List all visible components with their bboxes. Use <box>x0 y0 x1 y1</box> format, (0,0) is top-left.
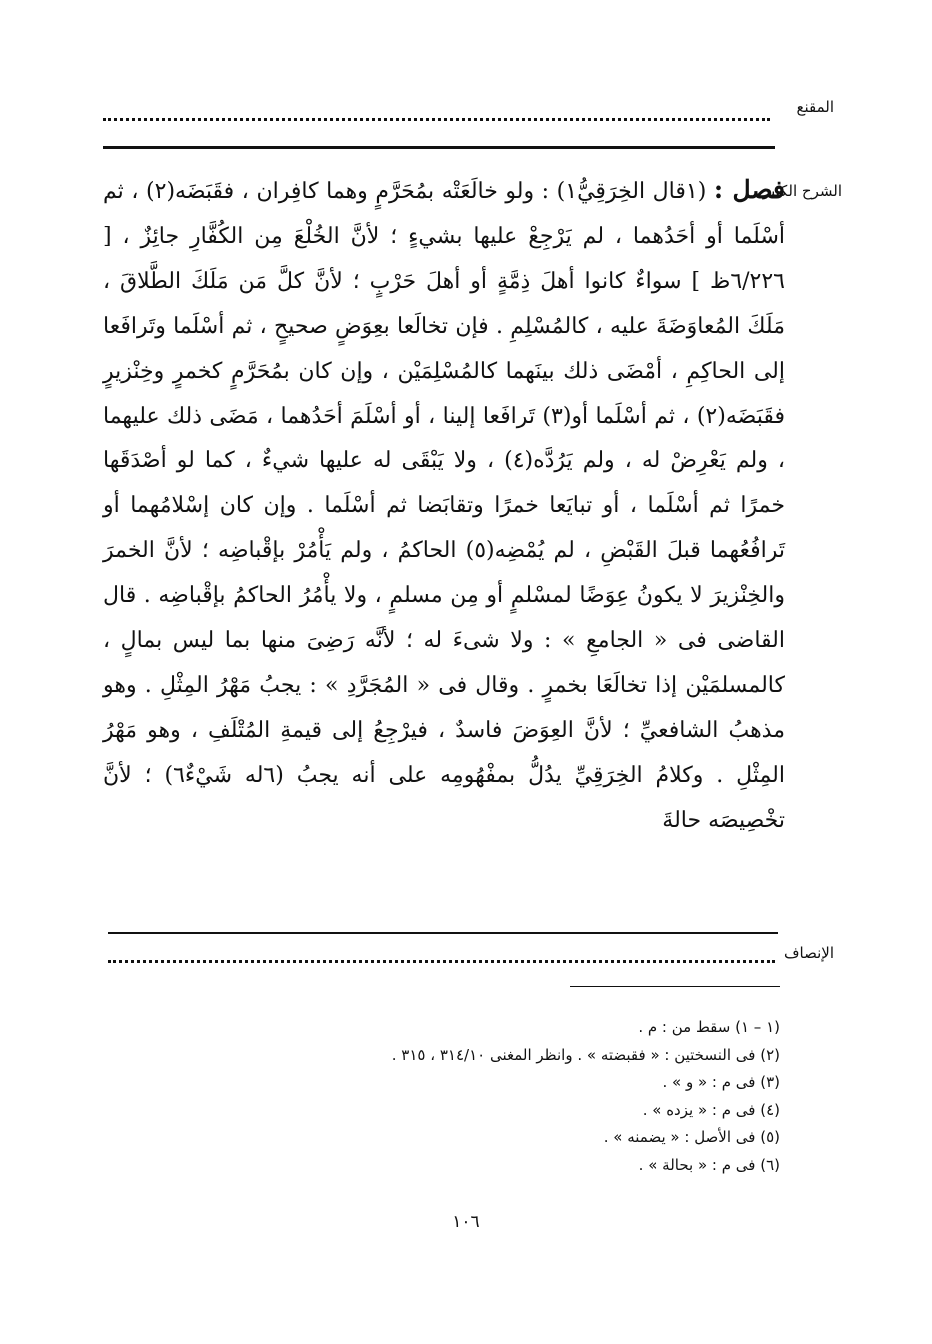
main-paragraph: (١قال الخِرَقِيُّ١) : ولو خالَعَتْه بمُحَرَّمٍ وهما كافِران ، فقَبَضَه(٢) ، ثم أسْلَما أو أحَدُهما ، لم يَرْجِعْ عليها بشيءٍ ؛ لأنَّ الخُلْعَ مِن الكُفَّارِ جائِزٌ ، [ ٦/٢٢٦ظ ] سواءٌ كانوا أهلَ ذِمَّةٍ أو أهلَ حَرْبٍ ؛ لأنَّ كلَّ مَن مَلَكَ الطَّلاقَ ، مَلَكَ المُعاوَضَةَ عليه ، كالمُسْلِمِ . فإن تخالَعا بعِوَضٍ صحيحٍ ، ثم أسْلَما وتَرافَعا إلى الحاكِمِ ، أمْضَى ذلك بينَهما كالمُسْلِمَيْن ، وإن كان بمُحَرَّمٍ كخمرٍ وخِنْزيرٍ فقَبَضَه(٢) ، ثم أسْلَما أو(٣) تَرافَعا إلينا ، أو أسْلَمَ أحَدُهما ، مَضَى ذلك عليهما ، ولم يَعْرِضْ له ، ولم يَرُدَّه(٤) ، ولا يَبْقَى له عليها شيءٌ ، كما لو أصْدَقَها خمرًا ثم أسْلَما ، أو تبايَعا خمرًا وتقابَضا ثم أسْلَما . وإن كان إسْلامُهما أو تَرافُعُهما قبلَ القَبْضِ ، لم يُمْضِه(٥) الحاكمُ ، ولم يَأْمُرْ بإقْباضِه ؛ لأنَّ الخمرَ والخِنْزيرَ لا يكونُ عِوَضًا لمسْلمٍ أو مِن مسلمٍ ، ولا يأْمُرُ الحاكمُ بإقْباضِه . قال القاضى فى « الجامعِ » : ولا شىءَ له ؛ لأنَّه رَضِىَ منها بما ليس بمالٍ ، كالمسلمَيْن إذا تخالَعَا بخمرٍ . وقال فى « المُجَرَّدِ » : يجبُ مَهْرُ المِثْلِ . وهو مذهبُ الشافعيِّ ؛ لأنَّ العِوَضَ فاسدٌ ، فيرْجِعُ إلى قيمةِ المُتْلَفِ ، وهو مَهْرُ المِثْلِ . وكلامُ الخِرَقِيِّ يدُلُّ بمفْهُومِه على أنه يجبُ (٦له شَيْءٌ٦) ؛ لأنَّ تخْصِيصَه حالةَ <box>103 179 786 833</box>
footnote: (٦) فى م : « بحالة » . <box>638 1155 780 1174</box>
footnote: (١ – ١) سقط من : م . <box>638 1018 780 1036</box>
footnote-separator <box>570 986 780 987</box>
commentary-side-label: الشرح الكبير <box>762 182 842 200</box>
footnote: (٥) فى الأصل : « يضمنه » . <box>603 1128 780 1146</box>
header-book-label: المقنع <box>796 98 834 116</box>
main-text <box>103 168 785 844</box>
footnote: (٢) فى النسختين : « فقبضته » . وانظر المغنى ٣١٤/١٠ ، ٣١٥ . <box>391 1045 780 1064</box>
header-dotted-rule <box>103 118 770 121</box>
lower-solid-rule <box>108 932 778 934</box>
header-solid-rule <box>103 146 775 149</box>
footnotes <box>220 1014 780 1179</box>
footnote: (٣) فى م : « و » . <box>662 1073 780 1091</box>
insaf-side-label: الإنصاف <box>783 944 834 962</box>
footnote: (٤) فى م : « يزده » . <box>642 1100 780 1119</box>
section-heading: فصل : <box>713 175 786 204</box>
lower-dotted-rule <box>108 960 775 963</box>
page-number: ١٠٦ <box>452 1212 480 1232</box>
